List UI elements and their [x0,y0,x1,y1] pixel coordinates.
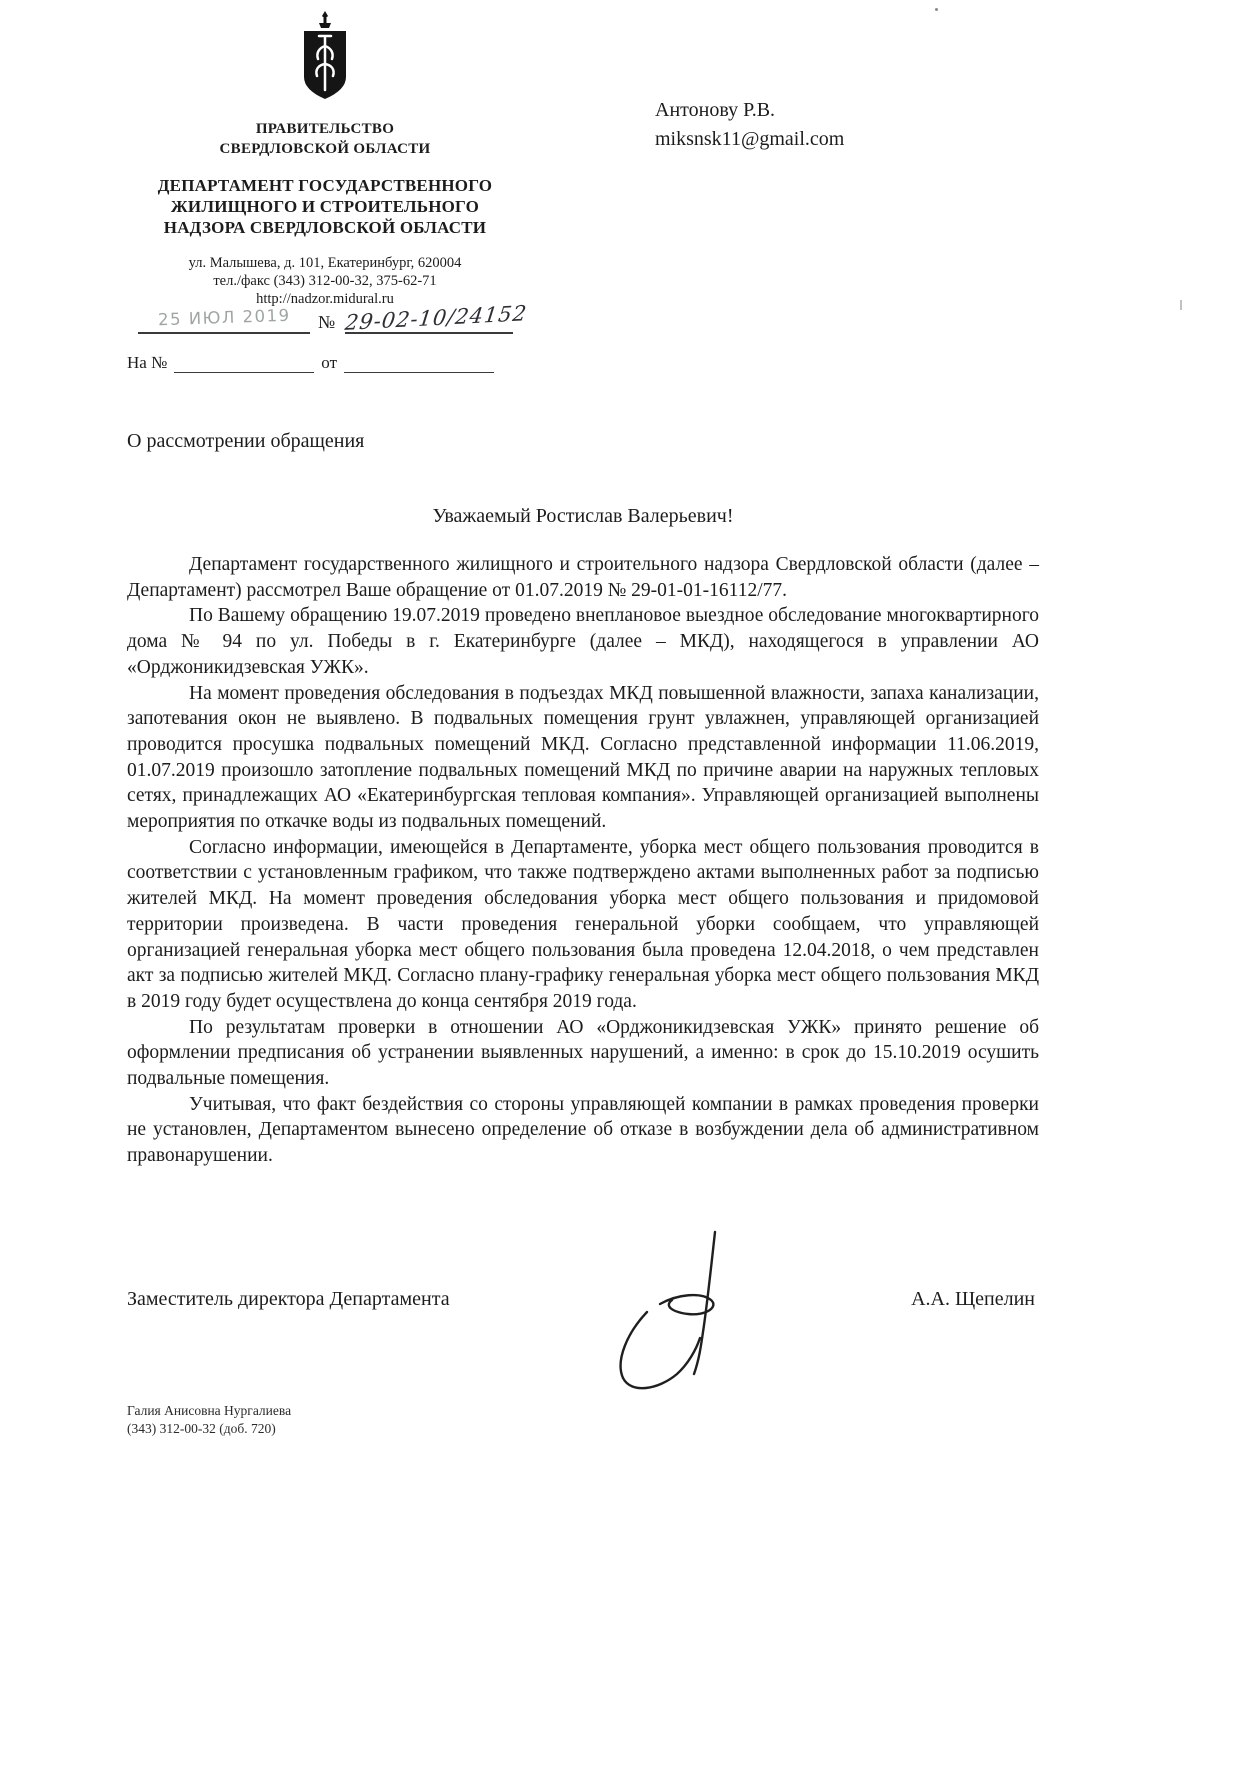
signer-name: А.А. Щепелин [911,1288,1035,1310]
body-paragraph: Согласно информации, имеющейся в Департаменте, уборка мест общего пользования проводится в соответствии с установленным графиком, что также подтверждено актами выполненных работ за подписью жителей МКД. На момент проведения обследования уборка мест общего пользования и придомовой территории произведена. В части проведения генеральной уборки сообщаем, что управляющей организацией генеральная уборка мест общего пользования была проведена 12.04.2018, о чем представлен акт за подписью жителей МКД. Согласно плану-графику генеральная уборка мест общего пользования МКД в 2019 году будет осуществлена до конца сентября 2019 года. [127,836,1039,1012]
department-line: НАДЗОРА СВЕРДЛОВСКОЙ ОБЛАСТИ [163,218,487,237]
handwritten-outgoing-number: 29-02-10/24152 [343,301,529,335]
subject-line: О рассмотрении обращения [127,430,365,452]
government-name [100,119,550,159]
department-line: ДЕПАРТАМЕНТ ГОСУДАРСТВЕННОГО [157,176,493,195]
salutation: Уважаемый Ростислав Валерьевич! [432,505,734,527]
reply-reference-row [127,352,494,373]
outgoing-reference-row [127,301,547,338]
phone-line: тел./факс (343) 312-00-32, 375-62-71 [213,273,437,289]
address-line: ул. Малышева, д. 101, Екатеринбург, 620004 [188,255,462,271]
reply-to-label: На № [127,353,168,372]
number-underline [343,301,529,335]
letterhead [100,10,550,308]
signature-stroke-icon [602,1226,752,1401]
signature-row [127,1288,1035,1311]
handwritten-signature [602,1226,752,1406]
letter-body [127,552,1039,1169]
recipient-block [655,96,844,154]
scan-speck [935,8,938,11]
reply-number-blank [174,352,314,373]
body-paragraph: Департамент государственного жилищного и строительного надзора Свердловской области (далее – Департамент) рассмотрел Ваше обращение от 01.07.2019 № 29-01-01-16112/77. [127,554,1039,601]
government-line: СВЕРДЛОВСКОЙ ОБЛАСТИ [219,141,431,157]
body-paragraph: По результатам проверки в отношении АО «Орджоникидзевская УЖК» принято решение об оформлении предписания об устранении выявленных нарушений, а именно: в срок до 15.10.2019 осушить подвальные помещения. [127,1016,1039,1090]
date-underline [138,304,310,334]
department-line: ЖИЛИЩНОГО И СТРОИТЕЛЬНОГО [170,197,480,216]
reply-date-blank [344,352,494,373]
executor-phone: (343) 312-00-32 (доб. 720) [127,1421,276,1436]
body-paragraph: На момент проведения обследования в подъездах МКД повышенной влажности, запаха канализации, запотевания окон не выявлено. В подвальных помещения грунт увлажнен, управляющей организацией проводится просушка подвальных помещений МКД. Согласно представленной информации 11.06.2019, 01.07.2019 произошло затопление подвальных помещений МКД по причине аварии на наружных тепловых сетях, принадлежащих АО «Екатеринбургская тепловая компания». Управляющей организацией выполнены мероприятия по откачке воды из подвальных помещений. [127,682,1039,833]
recipient-name: Антонову Р.В. [655,99,776,121]
executor-block [127,1402,291,1438]
government-line: ПРАВИТЕЛЬСТВО [255,121,395,137]
recipient-email: miksnsk11@gmail.com [655,128,845,150]
registration-date-stamp: 25 ИЮЛ 2019 [157,305,291,330]
executor-name: Галия Анисовна Нургалиева [127,1403,292,1418]
department-name [100,175,550,238]
number-sign-label: № [318,312,336,332]
reply-from-label: от [321,353,338,372]
emblem-wrap [299,10,351,107]
website-line: http://nadzor.midural.ru [256,291,394,307]
body-paragraph: Учитывая, что факт бездействия со стороны управляющей компании в рамках проведения проверки не установлен, Департаментом вынесено определение об отказе в возбуждении дела об административном правонарушении. [127,1093,1039,1167]
contact-block [100,254,550,308]
signer-position: Заместитель директора Департамента [127,1288,450,1310]
body-paragraph: По Вашему обращению 19.07.2019 проведено внеплановое выездное обследование многоквартирного дома № 94 по ул. Победы в г. Екатеринбурге (далее – МКД), находящегося в управлении АО «Орджоникидзевская УЖК». [127,605,1039,678]
sverdlovsk-coat-of-arms-icon [299,10,351,102]
scan-speck [1180,300,1182,310]
